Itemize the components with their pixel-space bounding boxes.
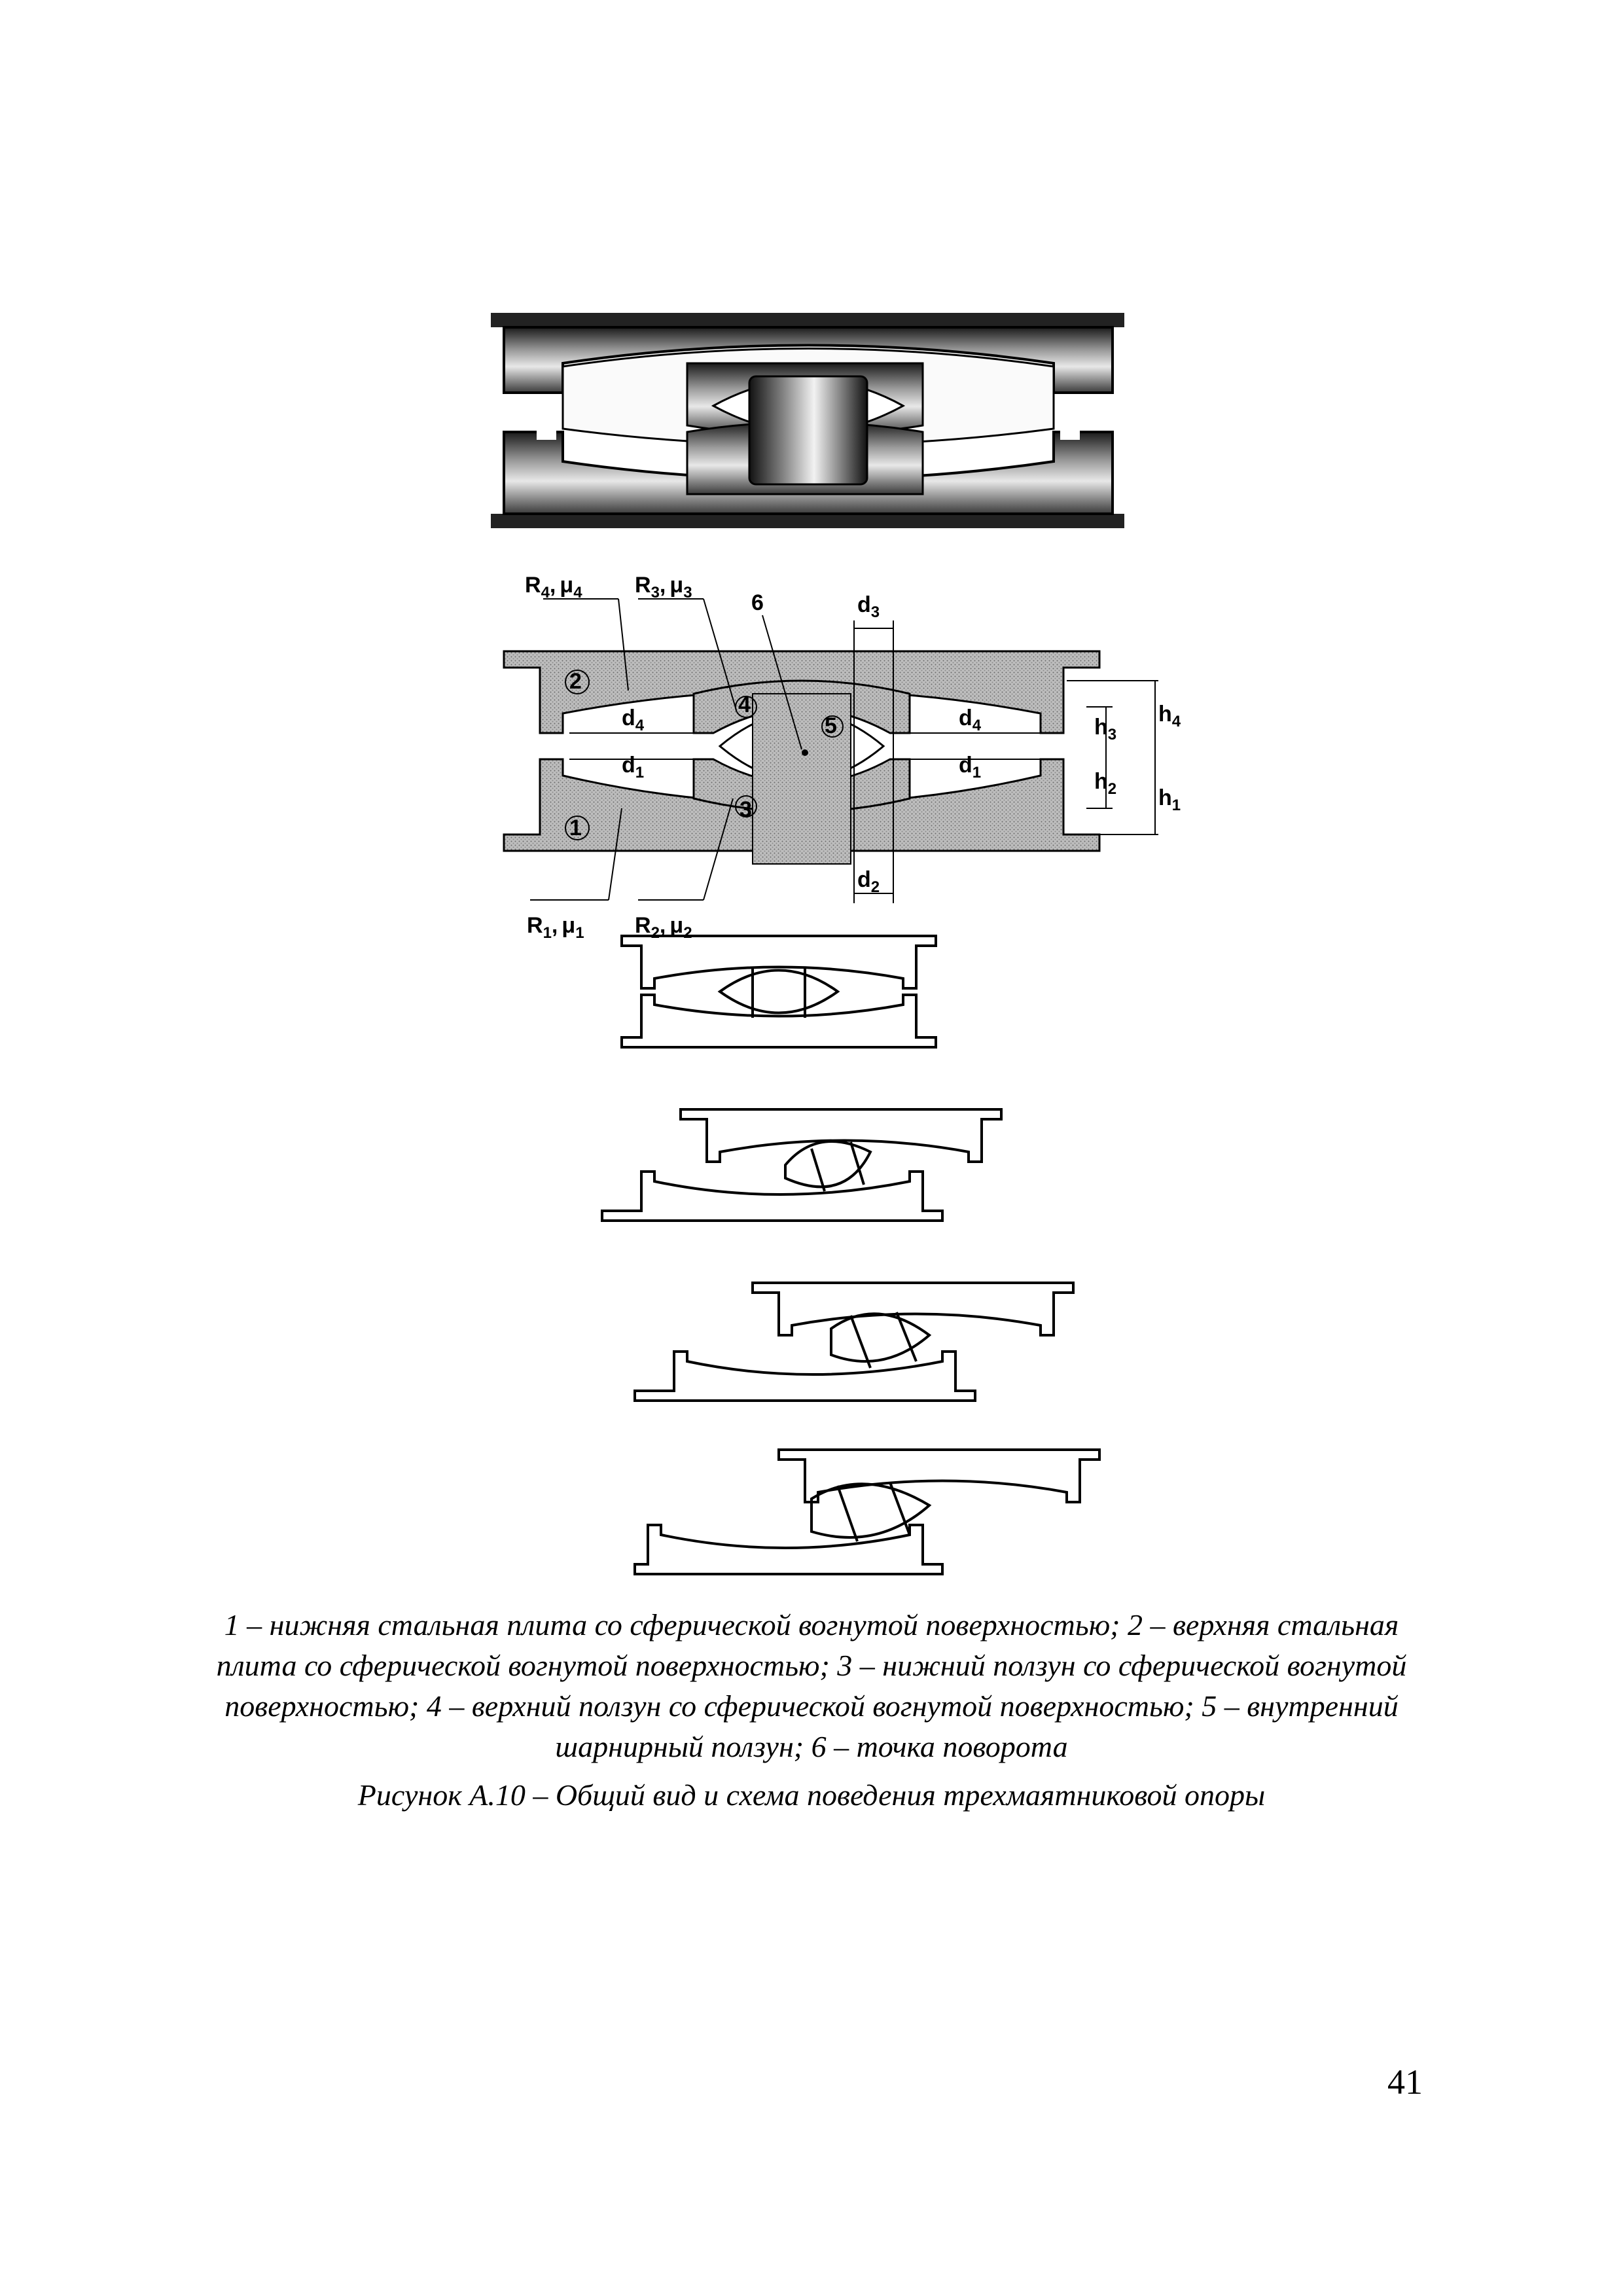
label-mu4-sub: 4 — [573, 584, 582, 601]
bearing-section-drawing — [504, 599, 1158, 903]
label-4: 4 — [738, 692, 751, 717]
figure-legend: 1 – нижняя стальная плита со сферической вогнутой поверхностью; 2 – верхняя стальная плита со сферической вогнутой поверхностью; 3 – нижний ползун со сферической вогнутой поверхностью; 4 – верхний ползун со сферической вогнутой поверхностью; 5 – внутренний шарнирный ползун; 6 – точка поворота — [216, 1608, 1407, 1763]
svg-text:d4 — [622, 706, 645, 734]
label-r2-comma: , — [659, 913, 666, 938]
svg-text:d3 — [857, 592, 880, 621]
behavior-stage-3 — [635, 1283, 1073, 1401]
label-h3: h — [1094, 715, 1108, 740]
label-d4-left: d — [622, 706, 635, 730]
svg-text:d2 — [857, 867, 880, 896]
svg-text:d1 — [622, 753, 644, 781]
label-3: 3 — [740, 797, 752, 822]
label-r3-sub: 3 — [651, 584, 660, 601]
svg-text:d4 — [959, 706, 982, 734]
label-d4-left-sub: 4 — [635, 717, 645, 734]
svg-text:R1,μ1 — [527, 913, 584, 942]
label-mu1: μ — [562, 913, 576, 938]
label-mu2-sub: 2 — [683, 924, 692, 942]
svg-text:h2 — [1094, 769, 1116, 798]
label-1: 1 — [569, 816, 582, 840]
label-5: 5 — [825, 713, 837, 738]
label-d4-right: d — [959, 706, 972, 730]
behavior-stage-2 — [602, 1109, 1001, 1221]
label-d1-right: d — [959, 753, 972, 778]
label-r1: R — [527, 913, 543, 938]
label-h4-sub: 4 — [1171, 713, 1181, 730]
bearing-3d-view — [491, 313, 1124, 528]
figure-title: Рисунок А.10 – Общий вид и схема поведения трехмаятниковой опоры — [357, 1778, 1266, 1812]
label-r4: R — [525, 573, 541, 598]
label-d2-sub: 2 — [870, 878, 880, 896]
label-h2-sub: 2 — [1107, 780, 1117, 798]
svg-text:R3,μ3 — [635, 573, 692, 601]
label-d3: d — [857, 592, 871, 617]
label-d4-right-sub: 4 — [972, 717, 982, 734]
label-2: 2 — [569, 669, 582, 694]
behavior-stage-1 — [622, 936, 936, 1047]
label-d3-sub: 3 — [870, 603, 880, 621]
label-mu1-sub: 1 — [575, 924, 584, 942]
label-d2: d — [857, 867, 871, 892]
label-h3-sub: 3 — [1107, 726, 1117, 744]
label-h2: h — [1094, 769, 1108, 794]
label-h1: h — [1158, 785, 1172, 810]
label-h4: h — [1158, 702, 1172, 726]
svg-text:h4 — [1158, 702, 1181, 730]
behavior-stage-4 — [635, 1450, 1099, 1574]
label-mu3-sub: 3 — [683, 584, 692, 601]
label-d1-right-sub: 1 — [972, 764, 982, 781]
label-r1-sub: 1 — [543, 924, 552, 942]
label-d1-left-sub: 1 — [635, 764, 645, 781]
label-6: 6 — [751, 590, 764, 615]
label-r4-comma: , — [549, 573, 556, 598]
svg-text:h3 — [1094, 715, 1116, 744]
label-r2-sub: 2 — [651, 924, 660, 942]
svg-text:R4,μ4 — [525, 573, 582, 601]
label-r2: R — [635, 913, 651, 938]
label-h1-sub: 1 — [1171, 797, 1181, 814]
label-d1-left: d — [622, 753, 635, 778]
svg-text:R2,μ2 — [635, 913, 692, 942]
page-number: 41 — [1387, 2062, 1423, 2102]
behavior-sketches — [602, 936, 1099, 1574]
label-r4-sub: 4 — [541, 584, 550, 601]
svg-text:h1 — [1158, 785, 1181, 814]
label-mu2: μ — [669, 913, 684, 938]
label-r1-comma: , — [551, 913, 558, 938]
label-r3: R — [635, 573, 651, 598]
label-r3-comma: , — [659, 573, 666, 598]
label-mu3: μ — [669, 573, 684, 598]
label-mu4: μ — [560, 573, 574, 598]
svg-text:d1 — [959, 753, 981, 781]
